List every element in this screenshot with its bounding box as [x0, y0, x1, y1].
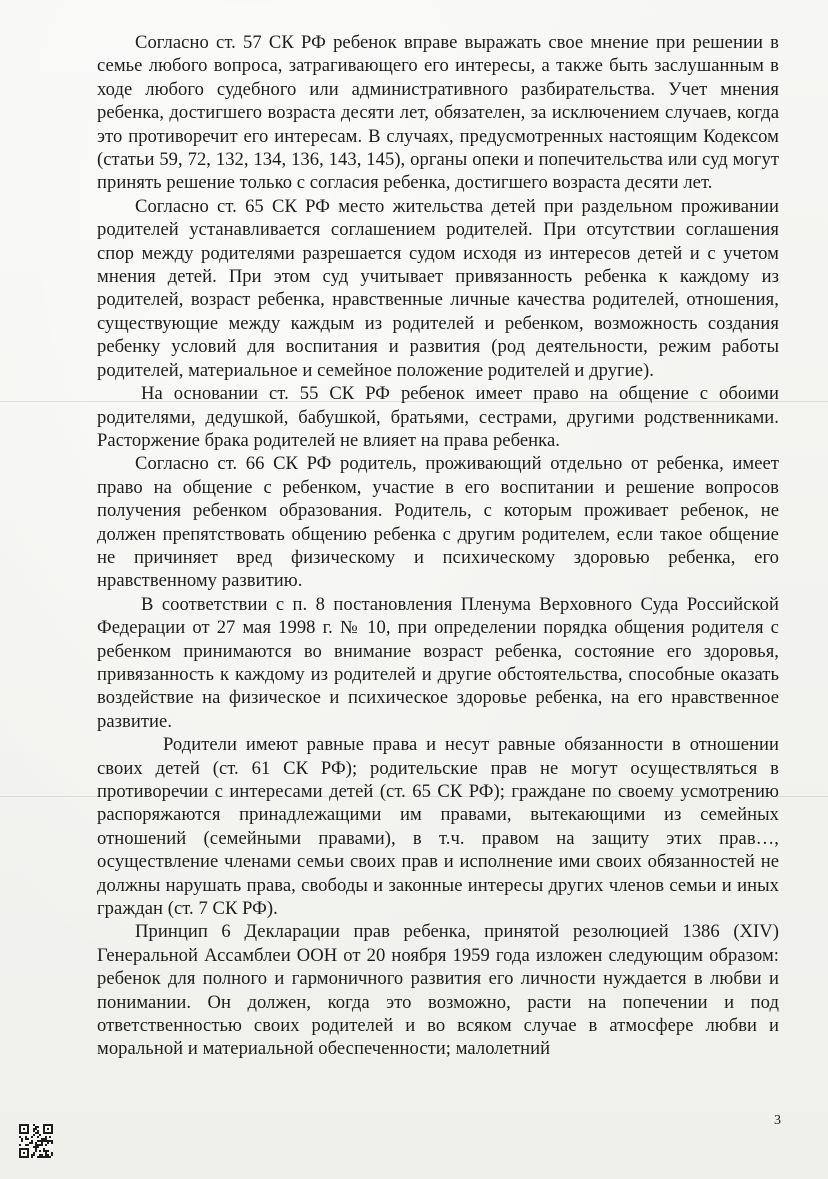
paragraph-article-57: Согласно ст. 57 СК РФ ребенок вправе выражать свое мнение при решении в семье любого вопроса, затрагивающего его интересы, а также быть заслушанным в ходе любого судебного или административного разбирательства. Учет мнения ребенка, достигшего возраста десяти лет, обязателен, за исключением случаев, когда это противоречит его интересам. В случаях, предусмотренных настоящим Кодексом (статьи 59, 72, 132, 134, 136, 143, 145), органы опеки и попечительства или суд могут принять решение только с согласия ребенка, достигшего возраста десяти лет.	[97, 32, 779, 194]
paragraph-article-55: На основании ст. 55 СК РФ ребенок имеет право на общение с обоими родителями, дедушкой, бабушкой, братьями, сестрами, другими родственниками. Расторжение брака родителей не влияет на права ребенка.	[97, 383, 779, 451]
page-number: 3	[774, 1113, 781, 1128]
paragraph-declaration-principle-6: Принцип 6 Декларации прав ребенка, принятой резолюцией 1386 (XIV) Генеральной Ассамблеи ООН от 20 ноября 1959 года изложен следующим образом: ребенок для полного и гармоничного развития его личности нуждается в любви и понимании. Он должен, когда это возможно, расти на попечении и под ответственностью своих родителей и во всяком случае в атмосфере любви и моральной и материальной обеспеченности; малолетний	[97, 921, 779, 1060]
document-body	[97, 31, 779, 1061]
paragraph-plenum-resolution: В соответствии с п. 8 постановления Пленума Верховного Суда Российской Федерации от 27 мая 1998 г. № 10, при определении порядка общения родителя с ребенком принимаются во внимание возраст ребенка, состояние его здоровья, привязанность к каждому из родителей и другие обстоятельства, способные оказать воздействие на физическое и психическое здоровье ребенка, на его нравственное развитие.	[97, 593, 779, 732]
paragraph-article-65: Согласно ст. 65 СК РФ место жительства детей при раздельном проживании родителей устанавливается соглашением родителей. При отсутствии соглашения спор между родителями разрешается судом исходя из интересов детей и с учетом мнения детей. При этом суд учитывает привязанность ребенка к каждому из родителей, возраст ребенка, нравственные личные качества родителей, отношения, существующие между каждым из родителей и ребенком, возможность создания ребенку условий для воспитания и развития (род деятельности, режим работы родителей, материальное и семейное положение родителей и другие).	[97, 195, 779, 381]
paragraph-parental-rights: Родители имеют равные права и несут равные обязанности в отношении своих детей (ст. 61 СК РФ); родительские прав не могут осуществляться в противоречии с интересами детей (ст. 65 СК РФ); граждане по своему усмотрению распоряжаются принадлежащими им правами, вытекающими из семейных отношений (семейными правами), в т.ч. правом на защиту этих прав…, осуществление членами семьи своих прав и исполнение ими своих обязанностей не должны нарушать права, свободы и законные интересы других членов семьи и иных граждан (ст. 7 СК РФ).	[97, 734, 779, 920]
qr-code-icon	[19, 1124, 53, 1158]
paragraph-article-66: Согласно ст. 66 СК РФ родитель, проживающий отдельно от ребенка, имеет право на общение с ребенком, участие в его воспитании и решение вопросов получения ребенком образования. Родитель, с которым проживает ребенок, не должен препятствовать общению ребенка с другим родителем, если такое общение не причиняет вред физическому и психическому здоровью ребенка, его нравственному развитию.	[97, 453, 779, 592]
